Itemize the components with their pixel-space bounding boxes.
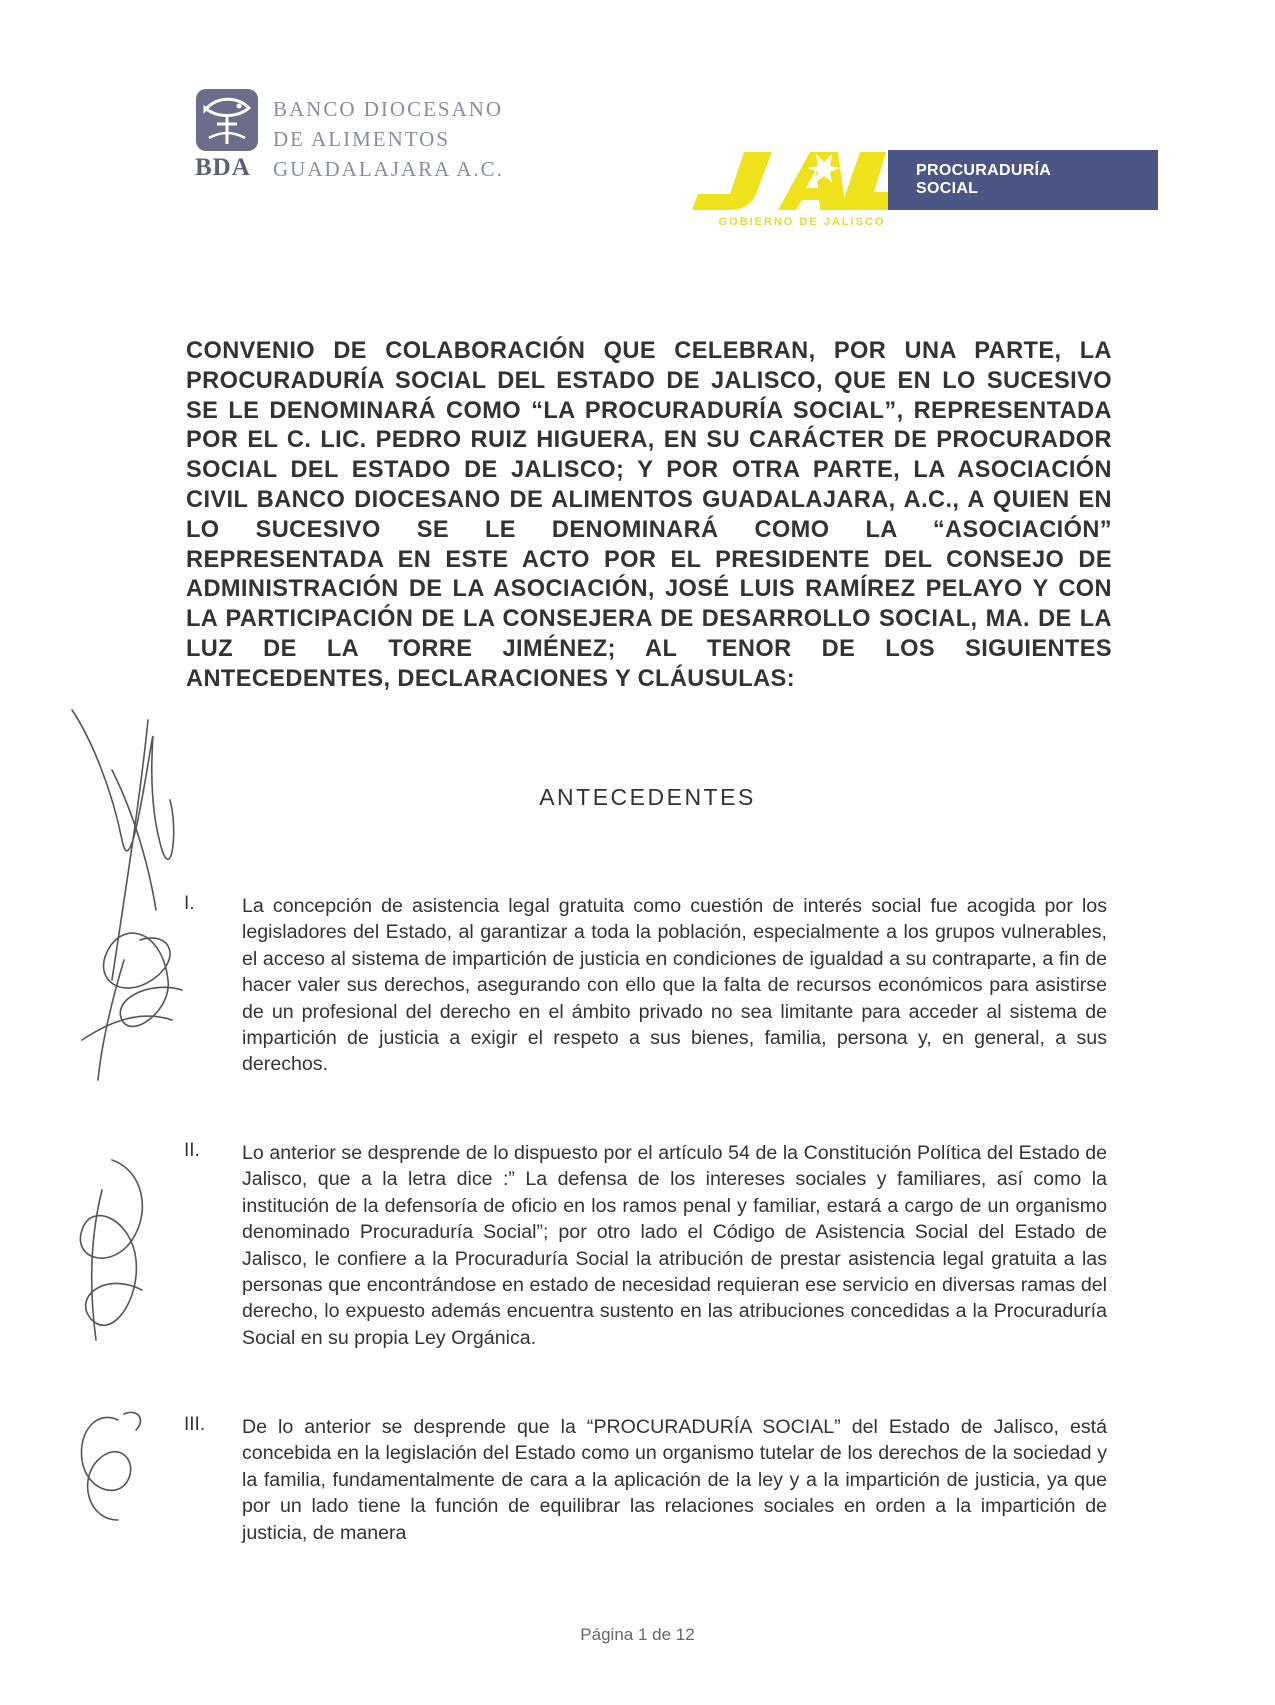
clause-text: De lo anterior se desprende que la “PROCURADURÍA SOCIAL” del Estado de Jalisco, está concebida en la legislación del Estado como un organismo tutelar de los derechos de la sociedad y la familia, fundamentalmente de cara a la aplicación de la ley y a la impartición de justicia, ya que por un lado tiene la función de equilibrar las relaciones sociales en orden a la impartición de justicia, de manera <box>242 1416 1107 1544</box>
clause-text: La concepción de asistencia legal gratuita como cuestión de interés social fue acogida por los legisladores del Estado, al garantizar a toda la población, especialmente a los grupos vulnerables, el acceso al sistema de impartición de justicia en condiciones de igualdad a su contraparte, a fin de hacer valer sus derechos, asegurando con ello que la falta de recursos económicos para asistirse de un profesional del derecho en el ámbito privado no sea limitante para acceder al sistema de impartición de justicia a exigir el respeto a sus bienes, familia, persona y, en general, a sus derechos. <box>242 895 1107 1076</box>
procuraduria-social-logo <box>692 148 1158 234</box>
agreement-title: CONVENIO DE COLABORACIÓN QUE CELEBRAN, POR UNA PARTE, LA PROCURADURÍA SOCIAL DEL ESTADO DE JALISCO, QUE EN LO SUCESIVO SE LE DENOMINARÁ COMO “LA PROCURADURÍA SOCIAL”, REPRESENTADA POR EL C. LIC. PEDRO RUIZ HIGUERA, EN SU CARÁCTER DE PROCURADOR SOCIAL DEL ESTADO DE JALISCO; Y POR OTRA PARTE, LA ASOCIACIÓN CIVIL BANCO DIOCESANO DE ALIMENTOS GUADALAJARA, A.C., A QUIEN EN LO SUCESIVO SE LE DENOMINARÁ COMO LA “ASOCIACIÓN” REPRESENTADA EN ESTE ACTO POR EL PRESIDENTE DEL CONSEJO DE ADMINISTRACIÓN DE LA ASOCIACIÓN, JOSÉ LUIS RAMÍREZ PELAYO Y CON LA PARTICIPACIÓN DE LA CONSEJERA DE DESARROLLO SOCIAL, MA. DE LA LUZ DE LA TORRE JIMÉNEZ; AL TENOR DE LOS SIGUIENTES ANTECEDENTES, DECLARACIONES Y CLÁUSULAS: <box>186 338 1112 692</box>
bda-name-line: GUADALAJARA A.C. <box>273 157 504 181</box>
clause-number: I. <box>184 893 195 914</box>
clause-number: III. <box>184 1414 206 1435</box>
bda-logo <box>195 86 535 182</box>
clause-text: Lo anterior se desprende de lo dispuesto por el artículo 54 de la Constitución Política del Estado de Jalisco, que a la letra dice :” La defensa de los intereses sociales y familiares, así como la institución de la defensoría de oficio en los ramos penal y familiar, estará a cargo de un organismo denominado Procuraduría Social”; por otro lado el Código de Asistencia Social del Estado de Jalisco, le confiere a la Procuraduría Social la atribución de prestar asistencia legal gratuita a las personas que encontrándose en estado de necesidad requieran ese servicio en diversas ramas del derecho, lo expuesto además encuentra sustento en las atribuciones concedidas a la Procuraduría Social en su propia Ley Orgánica. <box>242 1142 1107 1349</box>
gobierno-jalisco-subtitle: GOBIERNO DE JALISCO <box>718 216 886 228</box>
page-number: Página 1 de 12 <box>580 1625 695 1644</box>
fish-emblem-icon <box>195 88 259 152</box>
handwritten-signature <box>52 680 192 1100</box>
banner-line: PROCURADURÍA <box>916 162 1052 179</box>
bda-name-line: DE ALIMENTOS <box>273 127 451 151</box>
bda-name-line: BANCO DIOCESANO <box>273 97 504 121</box>
clause-number: II. <box>184 1140 200 1161</box>
procuraduria-banner <box>888 150 1158 210</box>
banner-line: SOCIAL <box>916 180 979 197</box>
handwritten-initials <box>58 1400 148 1530</box>
handwritten-initials <box>52 1150 162 1350</box>
bda-name <box>273 94 504 184</box>
bda-abbreviation: BDA <box>195 154 251 181</box>
section-heading: ANTECEDENTES <box>539 784 756 810</box>
